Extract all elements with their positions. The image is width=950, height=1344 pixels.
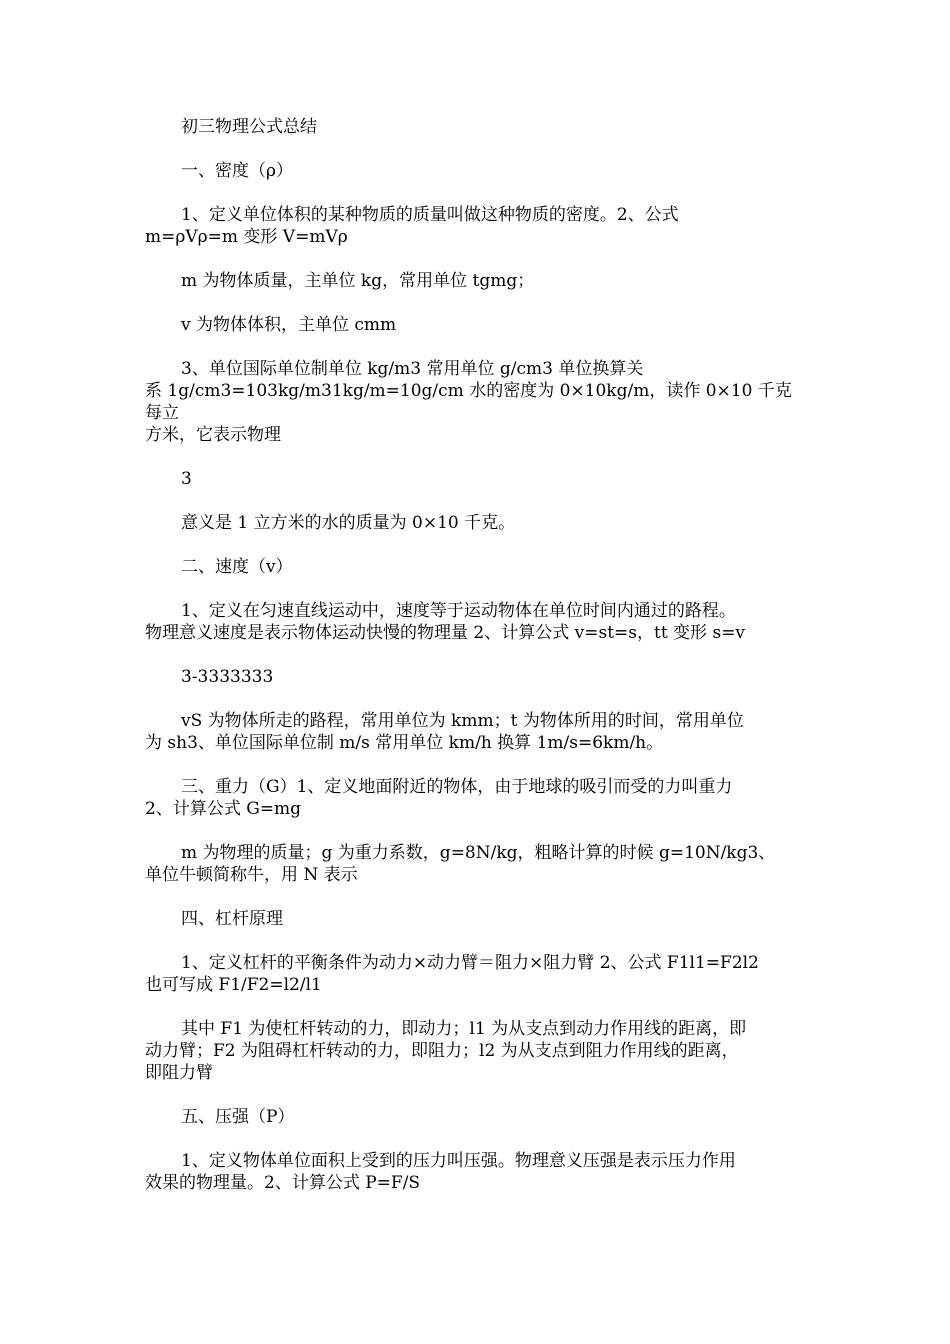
- paragraph: 3: [181, 469, 192, 489]
- paragraph: m 为物体质量，主单位 kg，常用单位 tgmg；: [181, 271, 535, 291]
- paragraph: 1、定义杠杆的平衡条件为动力×动力臂＝阻力×阻力臂 2、公式 F1l1=F2l2 也可写成 F1/F2=l2/l1: [145, 953, 759, 995]
- paragraph: vS 为物体所走的路程，常用单位为 kmm；t 为物体所用的时间，常用单位 为 sh3、单位国际单位制 m/s 常用单位 km/h 换算 1m/s=6km/h。: [145, 711, 744, 753]
- paragraph: m 为物理的质量；g 为重力系数，g=8N/kg，粗略计算的时候 g=10N/kg3、 单位牛顿简称牛，用 N 表示: [145, 843, 776, 885]
- section-heading-pressure: 五、压强（P）: [181, 1107, 295, 1127]
- paragraph: 3-3333333: [181, 667, 274, 687]
- paragraph: 3、单位国际单位制单位 kg/m3 常用单位 g/cm3 单位换算关 系 1g/cm3=103kg/m31kg/m=10g/cm 水的密度为 0×10kg/m，读作 0×10 千克每立 方米，它表示物理: [145, 359, 792, 445]
- section-heading-speed: 二、速度（v）: [181, 557, 293, 577]
- paragraph: 1、定义物体单位面积上受到的压力叫压强。物理意义压强是表示压力作用 效果的物理量。2、计算公式 P=F/S: [145, 1151, 736, 1193]
- paragraph: 1、定义在匀速直线运动中，速度等于运动物体在单位时间内通过的路程。 物理意义速度是表示物体运动快慢的物理量 2、计算公式 v=st=s，tt 变形 s=v: [145, 601, 746, 643]
- document-title: 初三物理公式总结: [181, 117, 317, 137]
- document-body: [145, 116, 807, 1216]
- paragraph: 1、定义单位体积的某种物质的质量叫做这种物质的密度。2、公式 m=ρVρ=m 变形 V=mVρ: [145, 205, 679, 247]
- section-heading-density: 一、密度（ρ）: [181, 161, 293, 181]
- paragraph: v 为物体体积，主单位 cmm: [181, 315, 397, 335]
- section-heading-lever: 四、杠杆原理: [181, 909, 283, 929]
- paragraph: 意义是 1 立方米的水的质量为 0×10 千克。: [181, 513, 516, 533]
- section-heading-gravity: 三、重力（G）1、定义地面附近的物体，由于地球的吸引而受的力叫重力 2、计算公式 G=mg: [145, 777, 733, 819]
- paragraph: 其中 F1 为使杠杆转动的力，即动力；l1 为从支点到动力作用线的距离，即 动力臂；F2 为阻碍杠杆转动的力，即阻力；l2 为从支点到阻力作用线的距离， 即阻力臂: [145, 1019, 747, 1083]
